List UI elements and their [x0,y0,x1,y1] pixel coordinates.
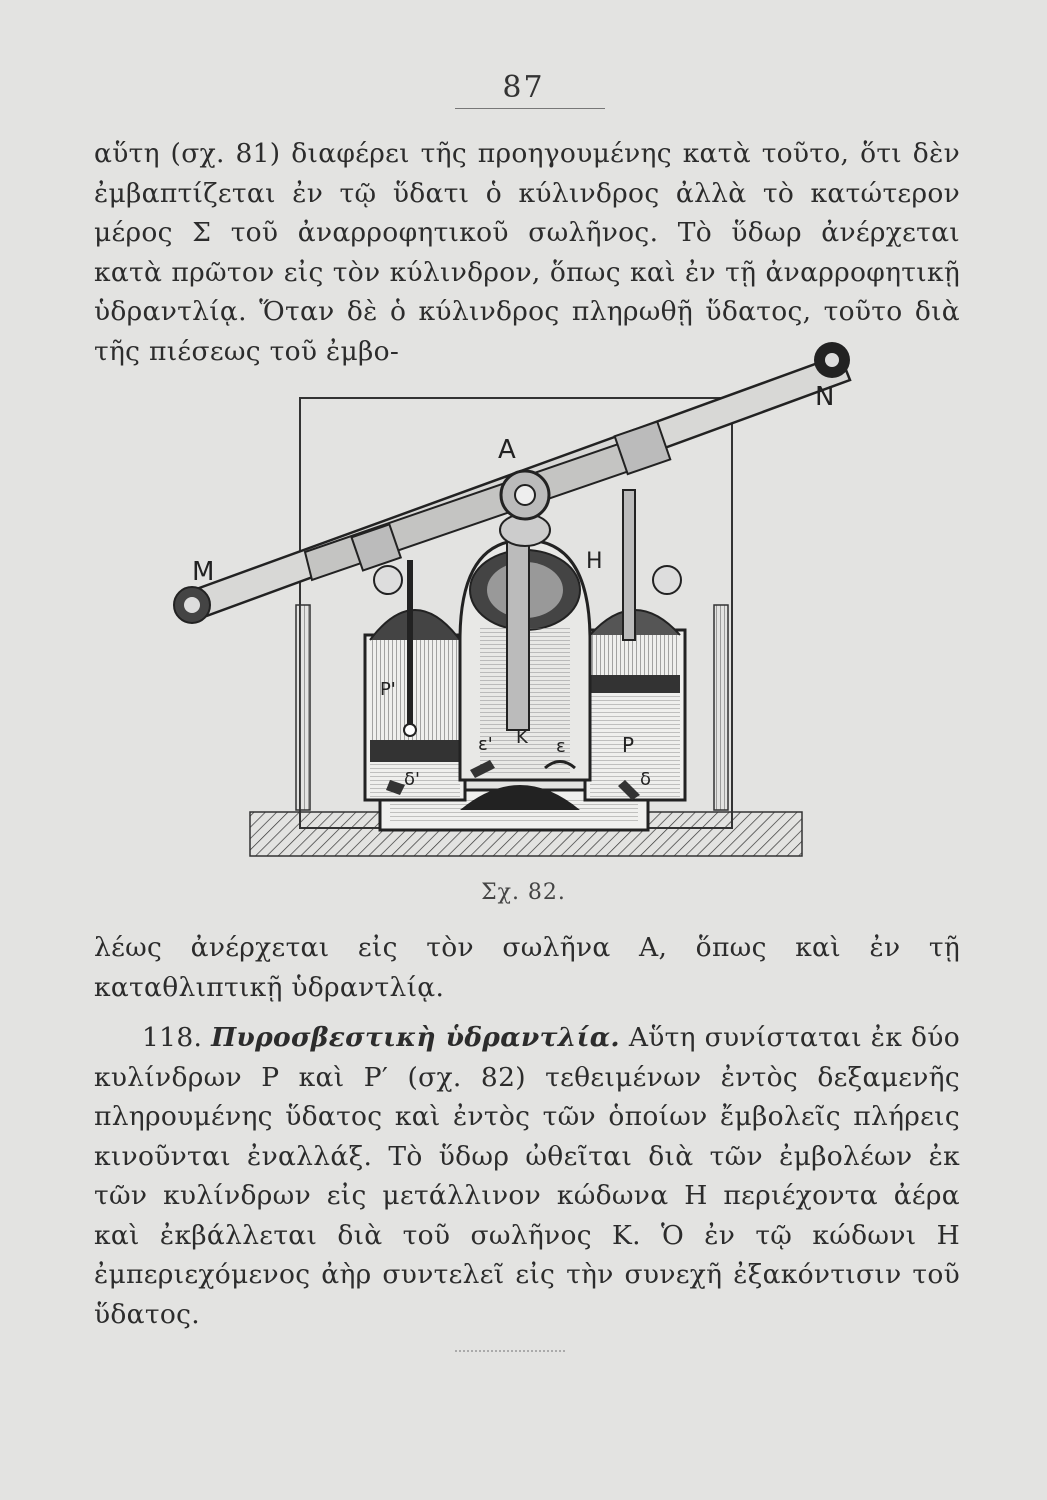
figure-label-e-prime: ε' [478,734,493,755]
figure-label-h: H [586,549,603,574]
tank-wall-right [714,605,728,810]
footer-dashes [455,1350,565,1352]
cylinder-right [585,490,685,800]
page-number: 87 [502,70,545,105]
header-rule [455,108,605,109]
paragraph-1: αὕτη (σχ. 81) διαφέρει τῆς προηγουμένης κατὰ τοῦτο, ὅτι δὲν ἐμβαπτίζεται ἐν τῷ ὕδατι ὁ κύλινδρος ἀλλὰ τὸ κατώτερον μέρος Σ τοῦ ἀναρροφητικοῦ σωλῆνος. Τὸ ὕδωρ ἀνέρχεται κατὰ πρῶτον εἰς τὸν κύλινδρον, ὅπως καὶ ἐν τῇ ἀναρροφητικῇ ὑδραντλίᾳ. Ὅταν δὲ ὁ κύλινδρος πληρωθῇ ὕδατος, τοῦτο διὰ τῆς πιέσεως τοῦ ἐμβο- [94,138,960,367]
figure-label-a: A [498,435,516,465]
figure-label-k: K [516,727,528,748]
figure-label-m: M [192,557,215,587]
section-body: Αὕτη συνίσταται ἐκ δύο κυλίνδρων Ρ καὶ Ρ′ (σχ. 82) τεθειμένων ἐντὸς δεξαμενῆς πληρουμένης ὕδατος καὶ ἐντὸς τῶν ὁποίων ἔμβολεῖς πλήρεις κινοῦνται ἐναλλάξ. Τὸ ὕδωρ ὠθεῖται διὰ τῶν ἐμβολέων ἐκ τῶν κυλίνδρων εἰς μετάλλινον κώδωνα Η περιέχοντα ἀέρα καὶ ἐκβάλλεται διὰ τοῦ σωλῆνος Κ. Ὁ ἐν τῷ κώδωνι Η ἐμπεριεχόμενος ἀὴρ συντελεῖ εἰς τὴν συνεχῆ ἐξακόντισιν τοῦ ὕδατος. [94,1022,960,1330]
pump-illustration [160,340,860,870]
figure-caption: Σχ. 82. [481,880,566,905]
figure-label-p: P [622,733,635,757]
figure-label-n: N [815,382,835,412]
section-number: 118. [142,1022,203,1053]
figure-label-e: ε [556,736,566,757]
section-heading: Πυροσβεστικὴ ὑδραντλία. [211,1022,620,1053]
tank-wall-left [296,605,310,810]
figure-label-d-prime: δ' [404,769,420,790]
paragraph-2: λέως ἀνέρχεται εἰς τὸν σωλῆνα Α, ὅπως καὶ ἐν τῇ καταθλιπτικῇ ὑδραντλίᾳ. [94,932,960,1003]
figure-label-p-prime: P' [380,679,396,700]
section-118 [94,1018,960,1334]
figure-label-d: δ [640,769,652,790]
